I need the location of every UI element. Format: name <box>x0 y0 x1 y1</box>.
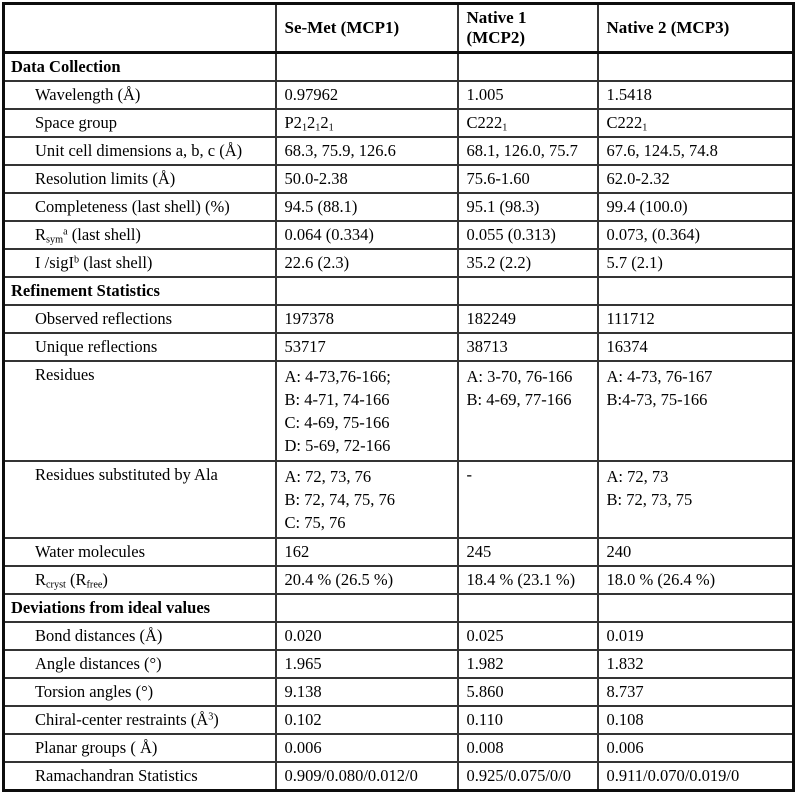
cell-value: 35.2 (2.2) <box>458 249 598 277</box>
cell-value: A: 72, 73, 76 B: 72, 74, 75, 76 C: 75, 76 <box>276 461 458 538</box>
cell-value: 0.019 <box>598 622 794 650</box>
cell-value: 0.006 <box>276 734 458 762</box>
cell-value: 5.860 <box>458 678 598 706</box>
section-header: Refinement Statistics <box>4 277 276 305</box>
cell-value: 53717 <box>276 333 458 361</box>
cell-value: 22.6 (2.3) <box>276 249 458 277</box>
cell-value: 0.008 <box>458 734 598 762</box>
cell-value: 16374 <box>598 333 794 361</box>
cell-value: 62.0-2.32 <box>598 165 794 193</box>
cell-value: 1.965 <box>276 650 458 678</box>
cell-value: 95.1 (98.3) <box>458 193 598 221</box>
cell-value: 0.020 <box>276 622 458 650</box>
cell-value: 0.006 <box>598 734 794 762</box>
cell-value: 0.909/0.080/0.012/0 <box>276 762 458 791</box>
cell-value: 1.982 <box>458 650 598 678</box>
header-cell-native1-mcp2: Native 1 (MCP2) <box>458 4 598 53</box>
cell-value: 240 <box>598 538 794 566</box>
cell-value: 0.108 <box>598 706 794 734</box>
row-label: Completeness (last shell) (%) <box>4 193 276 221</box>
row-label: Angle distances (°) <box>4 650 276 678</box>
cell-value: 1.005 <box>458 81 598 109</box>
header-cell-native2-mcp3: Native 2 (MCP3) <box>598 4 794 53</box>
cell-value: 0.97962 <box>276 81 458 109</box>
table-row <box>4 249 794 277</box>
cell-value: 0.064 (0.334) <box>276 221 458 249</box>
row-label: Residues <box>4 361 276 461</box>
row-label: Planar groups ( Å) <box>4 734 276 762</box>
section-header: Data Collection <box>4 53 276 82</box>
cell-value <box>458 277 598 305</box>
cell-value: A: 72, 73 B: 72, 73, 75 <box>598 461 794 538</box>
table-row <box>4 566 794 594</box>
row-label: Resolution limits (Å) <box>4 165 276 193</box>
cell-value: 0.025 <box>458 622 598 650</box>
cell-value: 1.5418 <box>598 81 794 109</box>
cell-value: 38713 <box>458 333 598 361</box>
table-row <box>4 461 794 538</box>
row-label: $R_{sym}^a$ (last shell) <box>4 221 276 249</box>
cell-value: 68.1, 126.0, 75.7 <box>458 137 598 165</box>
table-row <box>4 734 794 762</box>
cell-value: 99.4 (100.0) <box>598 193 794 221</box>
cell-value: 20.4 % (26.5 %) <box>276 566 458 594</box>
section-row <box>4 594 794 622</box>
table-row <box>4 137 794 165</box>
cell-value: 50.0-2.38 <box>276 165 458 193</box>
cell-value: 8.737 <box>598 678 794 706</box>
table-row <box>4 361 794 461</box>
row-label: $R_{cryst}$ $(R_{free})$ <box>4 566 276 594</box>
cell-value <box>598 277 794 305</box>
table-row <box>4 193 794 221</box>
cell-value: 0.055 (0.313) <box>458 221 598 249</box>
cell-value: 245 <box>458 538 598 566</box>
cell-value: 0.911/0.070/0.019/0 <box>598 762 794 791</box>
cell-value: 0.073, (0.364) <box>598 221 794 249</box>
table-row <box>4 305 794 333</box>
cell-value <box>276 594 458 622</box>
row-label: I /sigI$^b$ (last shell) <box>4 249 276 277</box>
cell-value: 67.6, 124.5, 74.8 <box>598 137 794 165</box>
cell-value: 0.110 <box>458 706 598 734</box>
cell-value: 162 <box>276 538 458 566</box>
cell-value: $C222_1$ <box>598 109 794 137</box>
table-row <box>4 622 794 650</box>
table-body <box>4 53 794 791</box>
cell-value: 94.5 (88.1) <box>276 193 458 221</box>
table-row <box>4 678 794 706</box>
row-label: Observed reflections <box>4 305 276 333</box>
cell-value: 197378 <box>276 305 458 333</box>
cell-value: A: 3-70, 76-166 B: 4-69, 77-166 <box>458 361 598 461</box>
cell-value <box>458 53 598 82</box>
cell-value: $C222_1$ <box>458 109 598 137</box>
cell-value: 5.7 (2.1) <box>598 249 794 277</box>
cell-value: 9.138 <box>276 678 458 706</box>
table-row <box>4 221 794 249</box>
cell-value <box>458 594 598 622</box>
row-label: Water molecules <box>4 538 276 566</box>
row-label: Unique reflections <box>4 333 276 361</box>
cell-value: 1.832 <box>598 650 794 678</box>
row-label: Wavelength (Å) <box>4 81 276 109</box>
row-label: Unit cell dimensions a, b, c (Å) <box>4 137 276 165</box>
cell-value <box>276 53 458 82</box>
table-header <box>4 4 794 53</box>
crystallography-stats-table <box>2 2 795 792</box>
cell-value: - <box>458 461 598 538</box>
row-label: Residues substituted by Ala <box>4 461 276 538</box>
row-label: Torsion angles (°) <box>4 678 276 706</box>
table-row <box>4 333 794 361</box>
row-label: Bond distances (Å) <box>4 622 276 650</box>
table-row <box>4 706 794 734</box>
row-label: Space group <box>4 109 276 137</box>
cell-value: A: 4-73, 76-167 B:4-73, 75-166 <box>598 361 794 461</box>
cell-value: A: 4-73,76-166; B: 4-71, 74-166 C: 4-69, 75-166 D: 5-69, 72-166 <box>276 361 458 461</box>
table-row <box>4 165 794 193</box>
header-row <box>4 4 794 53</box>
cell-value <box>276 277 458 305</box>
table-row <box>4 650 794 678</box>
header-cell-semet-mcp1: Se-Met (MCP1) <box>276 4 458 53</box>
cell-value: 0.102 <box>276 706 458 734</box>
row-label: Ramachandran Statistics <box>4 762 276 791</box>
cell-value: 75.6-1.60 <box>458 165 598 193</box>
cell-value <box>598 53 794 82</box>
header-cell-empty <box>4 4 276 53</box>
cell-value: 182249 <box>458 305 598 333</box>
table-row <box>4 538 794 566</box>
table-row <box>4 109 794 137</box>
cell-value: $P2_12_12_1$ <box>276 109 458 137</box>
cell-value: 0.925/0.075/0/0 <box>458 762 598 791</box>
section-row <box>4 277 794 305</box>
row-label: Chiral-center restraints $(Å^3)$ <box>4 706 276 734</box>
cell-value: 68.3, 75.9, 126.6 <box>276 137 458 165</box>
section-row <box>4 53 794 82</box>
cell-value <box>598 594 794 622</box>
cell-value: 18.0 % (26.4 %) <box>598 566 794 594</box>
table-row <box>4 762 794 791</box>
table-row <box>4 81 794 109</box>
cell-value: 18.4 % (23.1 %) <box>458 566 598 594</box>
section-header: Deviations from ideal values <box>4 594 276 622</box>
cell-value: 111712 <box>598 305 794 333</box>
